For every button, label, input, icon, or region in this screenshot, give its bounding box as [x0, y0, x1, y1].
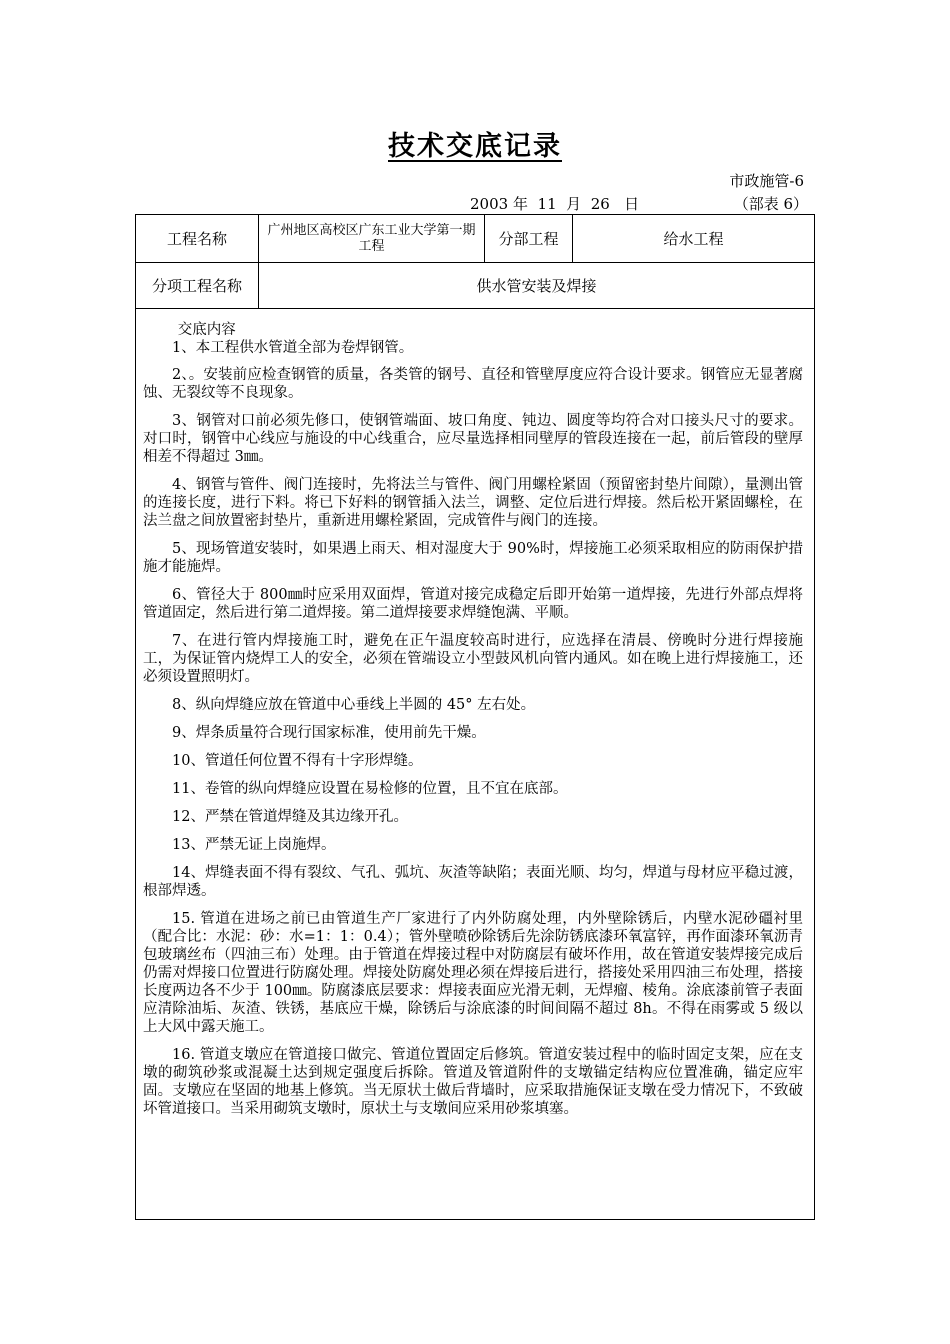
project-name-label: 工程名称 — [166, 230, 227, 248]
content-paragraph-7: 7、在进行管内焊接施工时，避免在正午温度较高时进行，应选择在清晨、傍晚时分进行焊接施工，为保证管内烧焊工人的安全，必须在管端设立小型鼓风机向管内通风。如在晚上进行焊接施工，还必须设置照明灯。 — [143, 633, 803, 685]
division-value: 给水工程 — [663, 230, 724, 248]
row-divider-2 — [136, 308, 814, 309]
date-month: 11 — [537, 195, 557, 213]
content-paragraph-3: 3、钢管对口前必须先修口，使钢管端面、坡口角度、钝边、圆度等均符合对口接头尺寸的要求。对口时，钢管中心线应与施设的中心线重合，应尽量选择相同壁厚的管段连接在一起，前后管段的壁厚相差不得超过 3㎜。 — [143, 413, 803, 465]
division-label: 分部工程 — [498, 230, 559, 248]
sub-form-code: （部表 6） — [733, 195, 808, 213]
content-paragraph-10: 10、管道任何位置不得有十字形焊缝。 — [172, 753, 423, 769]
content-paragraph-15: 15. 管道在进场之前已由管道生产厂家进行了内外防腐处理，内外壁除锈后，内壁水泥砂礓衬里（配合比：水泥：砂：水=1：1：0.4）；管外壁喷砂除锈后先涂防锈底漆环氧富锌，再作面漆环氧沥青包玻璃丝布（四油三布）处理。由于管道在焊接过程中对防腐层有破坏作用，故在管道安装焊接完成后仍需对焊接口位置进行防腐处理。焊接处防腐处理必须在焊接后进行，搭接处采用四油三布处理，搭接长度两边各不少于 100㎜。防腐漆底层要求：焊接表面应光滑无刺，无焊瘤、棱角。涂底漆前管子表面应清除油垢、灰渣、铁锈，基底应干燥，除锈后与涂底漆的时间间隔不超过 8h。不得在雨雾或 5 级以上大风中露天施工。 — [143, 911, 803, 1035]
record-table — [135, 214, 815, 1220]
content-paragraph-4: 4、钢管与管件、阀门连接时，先将法兰与管件、阀门用螺栓紧固（预留密封垫片间隙），量测出管的连接长度，进行下料。将已下好料的钢管插入法兰，调整、定位后进行焊接。然后松开紧固螺栓，在法兰盘之间放置密封垫片，重新进用螺栓紧固，完成管件与阀门的连接。 — [143, 477, 803, 529]
date-year-unit: 年 — [512, 195, 528, 213]
content-paragraph-13: 13、严禁无证上岗施焊。 — [172, 837, 336, 853]
content-paragraph-11: 11、卷管的纵向焊缝应设置在易检修的位置，且不宜在底部。 — [172, 781, 568, 797]
content-paragraph-12: 12、严禁在管道焊缝及其边缘开孔。 — [172, 809, 408, 825]
record-date — [470, 193, 639, 214]
item-name-value: 供水管安装及焊接 — [476, 277, 597, 295]
content-heading: 交底内容 — [177, 322, 236, 338]
content-paragraph-9: 9、焊条质量符合现行国家标准，使用前先干燥。 — [172, 725, 486, 741]
content-paragraph-1: 1、本工程供水管道全部为卷焊钢管。 — [172, 340, 414, 356]
content-paragraph-8: 8、纵向焊缝应放在管道中心垂线上半圆的 45° 左右处。 — [172, 697, 536, 713]
project-name-value: 广州地区高校区广东工业大学第一期工程 — [267, 222, 476, 254]
content-paragraph-2: 2、。安装前应检查钢管的质量，各类管的钢号、直径和管壁厚度应符合设计要求。钢管应无显著腐蚀、无裂纹等不良现象。 — [143, 367, 803, 401]
date-day-unit: 日 — [624, 195, 640, 213]
content-paragraph-14: 14、焊缝表面不得有裂纹、气孔、弧坑、灰渣等缺陷；表面光顺、均匀，焊道与母材应平稳过渡，根部焊透。 — [143, 865, 803, 899]
content-paragraph-5: 5、现场管道安装时，如果遇上雨天、相对湿度大于 90%时，焊接施工必须采取相应的防雨保护措施才能施焊。 — [143, 541, 803, 575]
disclosure-content — [137, 321, 807, 1128]
document-title: 技术交底记录 — [388, 131, 562, 162]
date-day: 26 — [590, 195, 610, 213]
content-paragraph-16: 16. 管道支墩应在管道接口做完、管道位置固定后修筑。管道安装过程中的临时固定支架，应在支墩的砌筑砂浆或混凝土达到规定强度后拆除。管道及管道附件的支墩锚定结构应位置准确，锚定应牢固。支墩应在坚固的地基上修筑。当无原状土做后背墙时，应采取措施保证支墩在受力情况下，不致破坏管道接口。当采用砌筑支墩时，原状土与支墩间应采用砂浆填塞。 — [143, 1047, 803, 1117]
content-paragraph-6: 6、管径大于 800㎜时应采用双面焊，管道对接完成稳定后即开始第一道焊接，先进行外部点焊将管道固定，然后进行第二道焊接。第二道焊接要求焊缝饱满、平顺。 — [143, 587, 803, 621]
item-name-label: 分项工程名称 — [151, 277, 242, 295]
date-month-unit: 月 — [566, 195, 582, 213]
date-year: 2003 — [470, 195, 509, 213]
form-code: 市政施管-6 — [729, 172, 804, 190]
